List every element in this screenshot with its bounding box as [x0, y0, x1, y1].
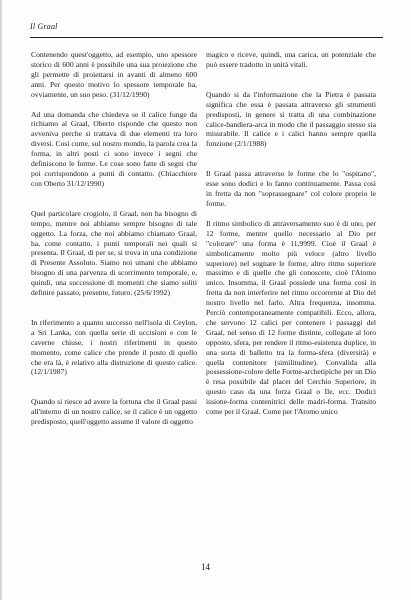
page-number: 14 [201, 562, 210, 572]
paragraph-ceylon: In riferimento a quanto successo nell'isola di Ceylon, a Sri Lanka, con quella serie di uccisioni e con le caverne chiuse, i nostri riferimenti in questo momento, come calice che prende il posto di quello che era là, è relativo alla distruzione di questo calice. (12/1/1987) [31, 317, 197, 377]
paragraph-calice-question: Ad una domanda che chiedeva se il calice funge da richiamo al Graal, Oberto risponde che questo non avveniva perche si trattava di due elementi tra loro diversi. Così come, sul nostro mondo, la parola crea la forma, in altri posti ci sono invece i segni che definiscono le forme. Le cose sono fatte di segni che poi corrispondono a punti di contatto. (Chiacchiere con Oberto 31/12/1990) [31, 109, 197, 188]
left-column [31, 50, 197, 427]
scan-edge [0, 0, 3, 600]
paragraph-pietra: Quando si da l'informazione che la Pietra è passata significa che essa è passata attraverso gli strumenti predisposti, in genere si tratta di una combinazione calice-bandiera-arca in modo che il passaggio stesso sia misurabile. Il calice e i calici hanno sempre quella funzione (2/1/1988) [206, 89, 376, 149]
paragraph-crogiolo: Quel particolare crogiolo, il Graal, non ha bisogno di tempo, mentre noi abbiamo sempre bisogno di tale oggetto. La forza, che noi abbiamo chiamato Graal, ha, come contatto, i punti temporali nei quali si presenta. Il Graal, di per se, si trova in una condizione di Presente Assoluto. Siamo noi umani che abbiamo bisogno di una parvenza di scorrimento temporale, e, quindi, una successione di momenti che siamo soliti definire passato, presente, futuro. (25/6/1992) [31, 208, 197, 298]
paragraph-fortuna: Quando si riesce ad avere la fortuna che il Graal passi all'interno di un nostro calice, se il calice è un oggetto predisposto, quell'oggetto assume il valore di oggetto [31, 397, 197, 427]
right-column [206, 50, 376, 417]
paragraph-ospitano: Il Graal passa attraverso le forme che lo "ospitano", esse sono dodici e lo fanno continuamente. Passa così in fretta da non "soprassegnare" col colore proprio le forme. [206, 169, 376, 208]
paragraph-ritmo: Il ritmo simbolico di attraversamento suo è di uno, per 12 forme, mentre quello necessario al Dio per "colorare" una forma è 11,9999. Cioè il Graal è simbolicamente molto più veloce (altro livello superiore) nel sognare le forme, altro ritmo superiore massimo e di quelle che gli conoscete, cioè l'Atomo unico. Insomma, il Graal possiede una forma così in fretta da non interferire nel ritmo occorrente al Dio del nostro livello nel farlo. Altra frequenza, insomma. Perciò contemporaneamente compatibili. Ecco, allora, che servono 12 calici per contenere i passaggi del Graal, nel senso di 12 forme distinte, collegate al loro opposto, sfera, per rendere il ritmo-esistenza duplice, in una sorta di balletto tra la forma-sfera (diversità) e quella contenitore (similitudine). Convalida alla possessione-colore delle Forme-archetipiche per un Dio è resa possibile dal placet del Cerchio Superiore, in questo caso da una forza Graal o Ile, ecc. Dodici issione-forma contenitrici delle madri-forma. Transito come per il Graal. Come per l'Atomo unico [206, 218, 376, 417]
running-head: Il Graal [30, 22, 58, 31]
paragraph-magico: magico e riceve, quindi, una carica, un potenziale che può essere tradotto in unità vitali. [206, 50, 376, 69]
paragraph-thickness: Contenendo quest'oggetto, ad esempio, uno spessore storico di 600 anni è possibile una sua proiezione che gli permette di proiettarsi in avanti di almeno 600 anni. Per questo motivo lo spessore temporale ha, ovviamente, un suo peso. (31/12/1990) [31, 50, 197, 99]
header-rule [30, 37, 383, 38]
